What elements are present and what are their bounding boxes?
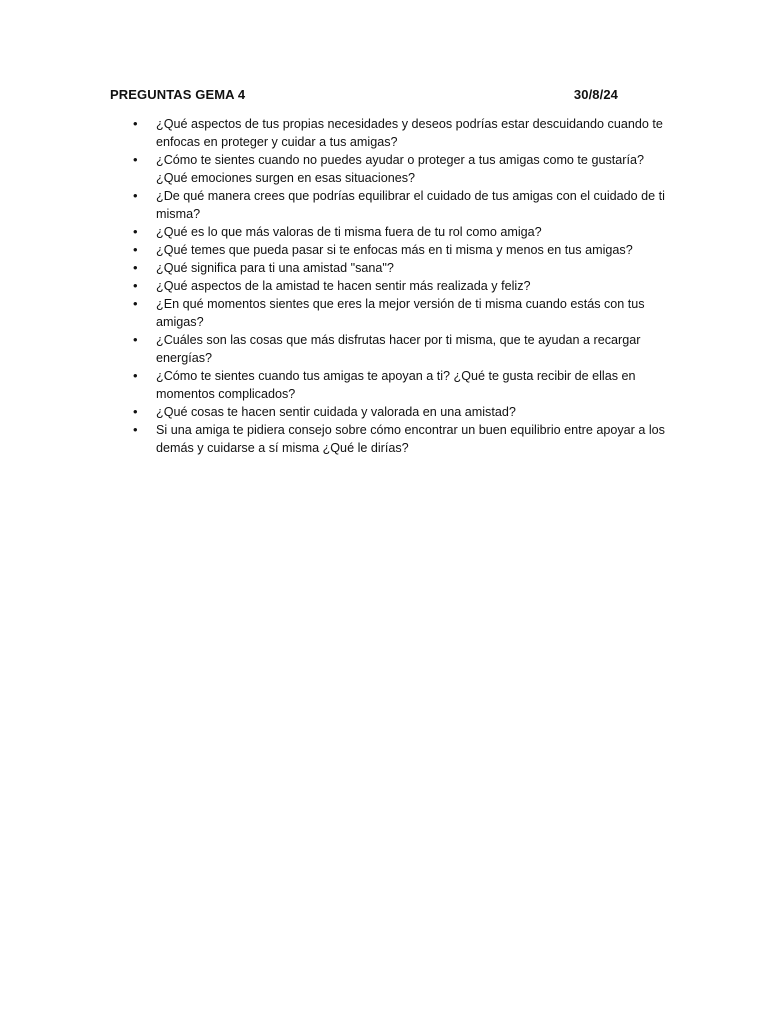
- bullet-icon: •: [133, 422, 138, 437]
- questions-list: [110, 115, 670, 457]
- question-item: [110, 115, 670, 151]
- bullet-icon: •: [133, 116, 138, 131]
- bullet-icon: •: [133, 296, 138, 311]
- bullet-icon: •: [133, 368, 138, 383]
- question-text: ¿Cómo te sientes cuando no puedes ayudar o proteger a tus amigas como te gustaría? ¿Qué emociones surgen en esas situaciones?: [156, 153, 644, 185]
- question-text: ¿Qué aspectos de la amistad te hacen sentir más realizada y feliz?: [156, 279, 531, 293]
- question-text: ¿Cómo te sientes cuando tus amigas te apoyan a ti? ¿Qué te gusta recibir de ellas en momentos complicados?: [156, 369, 636, 401]
- question-text: ¿Qué temes que pueda pasar si te enfocas más en ti misma y menos en tus amigas?: [156, 243, 633, 257]
- question-item: [110, 421, 670, 457]
- question-text: ¿Qué es lo que más valoras de ti misma fuera de tu rol como amiga?: [156, 225, 542, 239]
- question-text: ¿Qué cosas te hacen sentir cuidada y valorada en una amistad?: [156, 405, 516, 419]
- question-item: [110, 403, 670, 421]
- bullet-icon: •: [133, 152, 138, 167]
- question-item: [110, 367, 670, 403]
- question-item: [110, 277, 670, 295]
- document-title: PREGUNTAS GEMA 4: [110, 87, 246, 102]
- question-text: ¿Qué aspectos de tus propias necesidades y deseos podrías estar descuidando cuando te enfocas en proteger y cuidar a tus amigas?: [156, 117, 663, 149]
- bullet-icon: •: [133, 224, 138, 239]
- bullet-icon: •: [133, 404, 138, 419]
- question-item: [110, 151, 670, 187]
- question-text: ¿De qué manera crees que podrías equilibrar el cuidado de tus amigas con el cuidado de ti misma?: [156, 189, 665, 221]
- question-text: ¿Qué significa para ti una amistad "sana"?: [156, 261, 394, 275]
- question-text: ¿Cuáles son las cosas que más disfrutas hacer por ti misma, que te ayudan a recargar energías?: [156, 333, 641, 365]
- question-item: [110, 295, 670, 331]
- bullet-icon: •: [133, 332, 138, 347]
- bullet-icon: •: [133, 260, 138, 275]
- question-item: [110, 187, 670, 223]
- bullet-icon: •: [133, 188, 138, 203]
- document-header: [110, 87, 620, 107]
- question-item: [110, 241, 670, 259]
- question-item: [110, 331, 670, 367]
- question-text: Si una amiga te pidiera consejo sobre cómo encontrar un buen equilibrio entre apoyar a los demás y cuidarse a sí misma ¿Qué le dirías?: [156, 423, 665, 455]
- bullet-icon: •: [133, 278, 138, 293]
- document-date: 30/8/24: [573, 87, 618, 102]
- question-item: [110, 259, 670, 277]
- question-item: [110, 223, 670, 241]
- question-text: ¿En qué momentos sientes que eres la mejor versión de ti misma cuando estás con tus amigas?: [156, 297, 645, 329]
- bullet-icon: •: [133, 242, 138, 257]
